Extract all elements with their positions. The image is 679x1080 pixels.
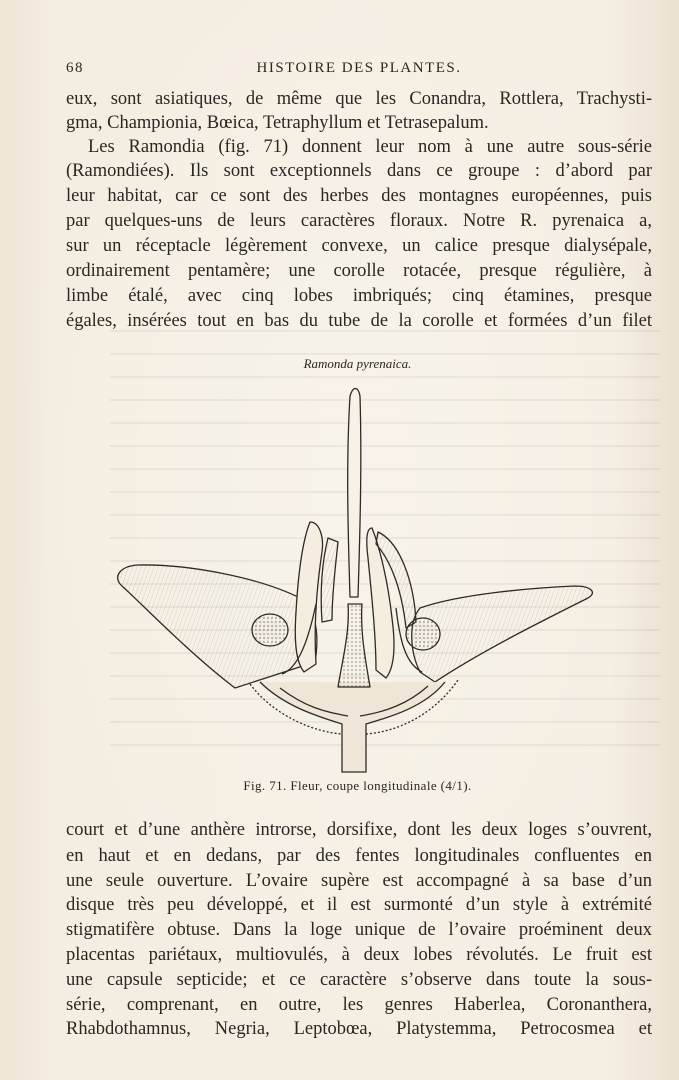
figure-caption: Fig. 71. Fleur, coupe longitudinale (4/1).: [243, 778, 472, 793]
text-line: placentas pariétaux, multiovulés, à deux lobes révolutés. Le fruit est: [66, 945, 652, 965]
text-line: court et d’une anthère introrse, dorsifixe, dont les deux loges s’ouvrent,: [66, 820, 652, 840]
text-line: série, comprenant, en outre, les genres Haberlea, Coronanthera,: [66, 995, 652, 1015]
text-line: une seule ouverture. L’ovaire supère est accompagné à sa base d’un: [66, 871, 652, 891]
page-number: 68: [66, 60, 84, 76]
text-line: par quelques-uns de leurs caractères floraux. Notre R. pyrenaica a,: [66, 211, 652, 231]
text-line: stigmatifère obtuse. Dans la loge unique de l’ovaire proéminent deux: [66, 920, 652, 940]
text-line: Les Ramondia (fig. 71) donnent leur nom à une autre sous-série: [88, 137, 652, 157]
text-line: eux, sont asiatiques, de même que les Conandra, Rottlera, Trachysti-: [66, 89, 652, 109]
text-line: gma, Championia, Bœica, Tetraphyllum et Tetrasepalum.: [66, 113, 489, 133]
text-line: égales, insérées tout en bas du tube de la corolle et formées d’un filet: [66, 311, 652, 331]
text-line: ordinairement pentamère; une corolle rotacée, presque régulière, à: [66, 261, 652, 281]
figure-title: Ramonda pyrenaica.: [303, 356, 412, 371]
text-line: en haut et en dedans, par des fentes longitudinales confluentes en: [66, 846, 652, 866]
text-line: disque très peu développé, et il est surmonté d’un style à extrémité: [66, 895, 652, 915]
text-line: Rhabdothamnus, Negria, Leptobœa, Platystemma, Petrocosmea et: [66, 1019, 652, 1039]
text-line: une capsule septicide; et ce caractère s’observe dans toute la sous-: [66, 970, 652, 990]
flower-longitudinal-section-illustration: [110, 372, 600, 777]
text-line: sur un réceptacle légèrement convexe, un calice presque dialysépale,: [66, 236, 652, 256]
running-title: HISTOIRE DES PLANTES.: [256, 60, 462, 76]
text-line: limbe étalé, avec cinq lobes imbriqués; cinq étamines, presque: [66, 286, 652, 306]
running-header: [66, 60, 652, 80]
text-line: (Ramondiées). Ils sont exceptionnels dans ce groupe : d’abord par: [66, 161, 652, 181]
text-line: leur habitat, car ce sont des herbes des montagnes européennes, puis: [66, 186, 652, 206]
